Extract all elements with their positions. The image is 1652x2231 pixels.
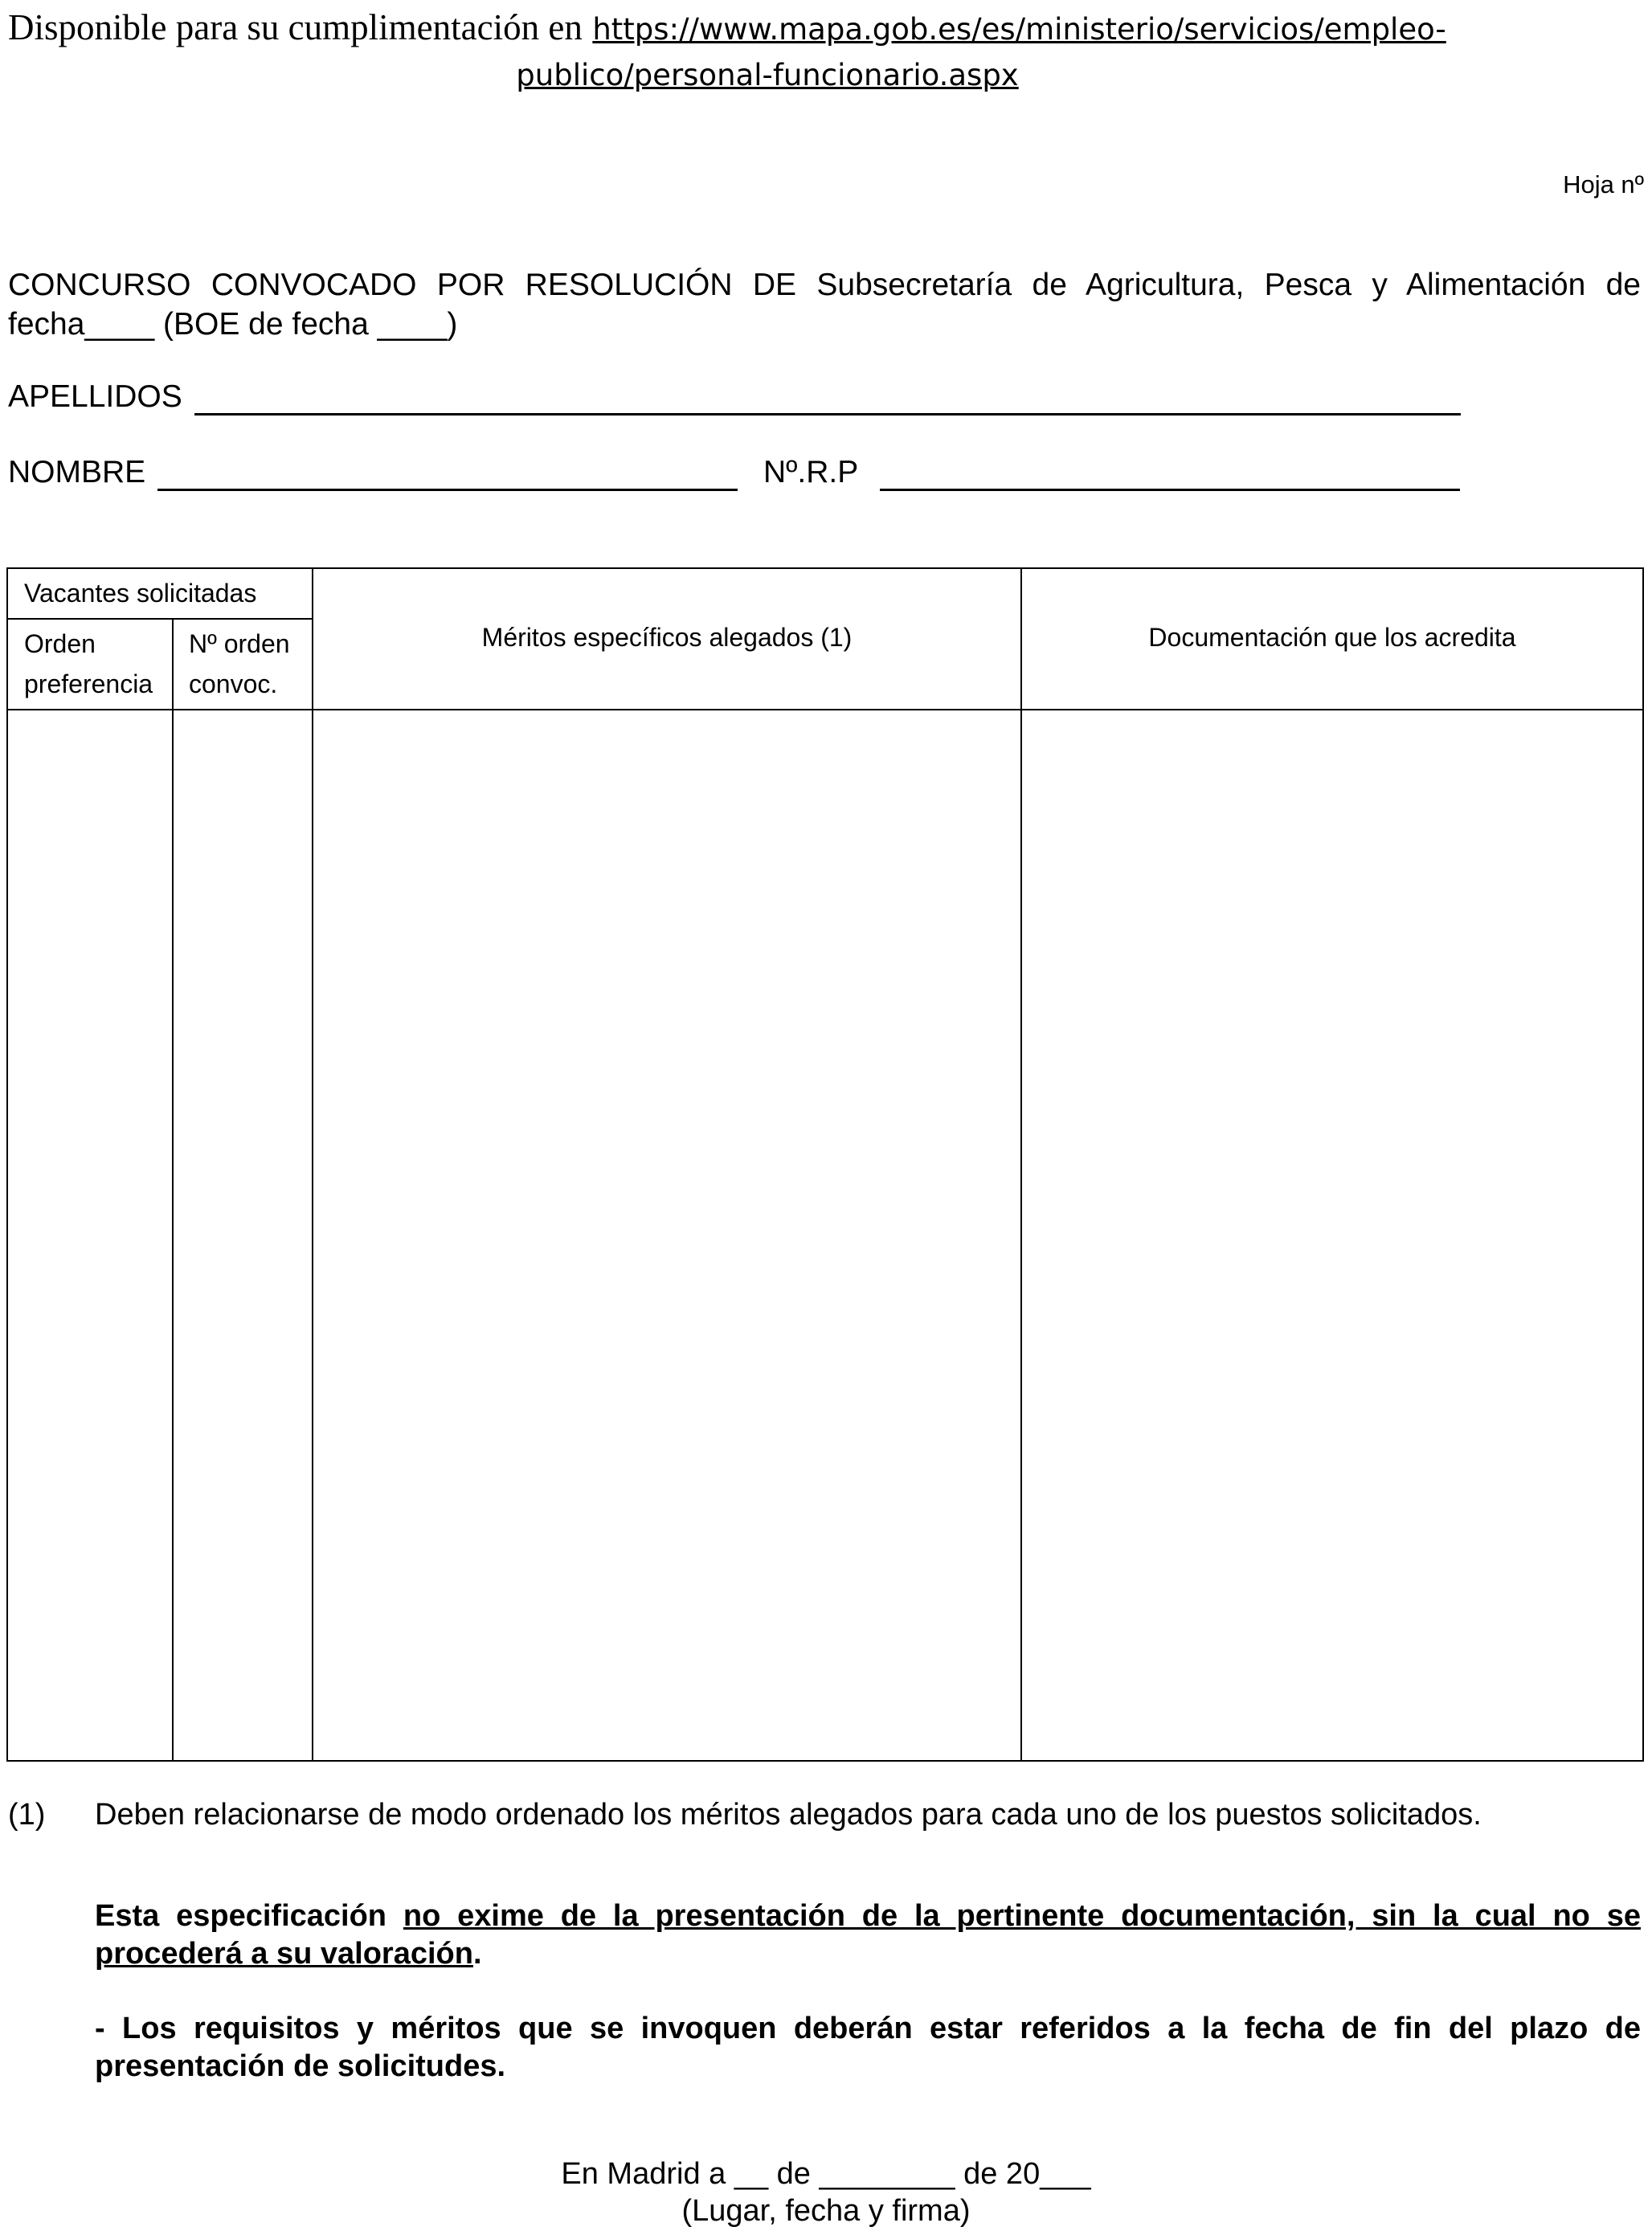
apellidos-field[interactable] xyxy=(194,413,1461,415)
body-cell-orden[interactable] xyxy=(8,710,172,1760)
availability-text: Disponible para su cumplimentación en xyxy=(8,7,583,47)
form-url-link-continued[interactable]: publico/personal-funcionario.aspx xyxy=(516,58,1019,92)
nrp-field[interactable] xyxy=(880,489,1460,491)
nrp-label: Nº.R.P xyxy=(763,455,859,489)
nombre-label: NOMBRE xyxy=(8,455,146,489)
form-url-link[interactable]: https://www.mapa.gob.es/es/ministerio/servicios/empleo- xyxy=(592,12,1446,47)
col-orden-header xyxy=(24,624,153,704)
nombre-field[interactable] xyxy=(157,489,738,491)
col-orden-line1: Orden xyxy=(24,629,96,658)
sheet-number-label: Hoja nº xyxy=(1563,170,1644,199)
col-orden-line2: preferencia xyxy=(24,669,153,698)
table-border-right xyxy=(1642,567,1644,1762)
body-cell-meritos[interactable] xyxy=(313,710,1020,1760)
notice-lead: Esta especificación xyxy=(95,1899,403,1933)
notice-underlined: no exime de la presentación de la pertinente documentación, sin la cual no se procederá a su valoración xyxy=(95,1899,1641,1971)
table-border-bottom xyxy=(6,1760,1644,1762)
signature-caption: (Lugar, fecha y firma) xyxy=(681,2194,971,2228)
col-documentacion-header: Documentación que los acredita xyxy=(1148,623,1516,652)
body-cell-documentacion[interactable] xyxy=(1022,710,1642,1760)
footnote-text: Deben relacionarse de modo ordenado los méritos alegados para cada uno de los puestos solicitados. xyxy=(95,1798,1482,1832)
body-cell-num-orden[interactable] xyxy=(174,710,312,1760)
col-num-orden-header xyxy=(189,624,290,704)
availability-line xyxy=(8,6,1446,48)
convocatoria-text: CONCURSO CONVOCADO POR RESOLUCIÓN DE Subsecretaría de Agricultura, Pesca y Alimentación de fecha____ (BOE de fecha ____) xyxy=(8,268,1641,342)
vacantes-subdivider xyxy=(6,618,313,620)
apellidos-label: APELLIDOS xyxy=(8,379,182,414)
vacantes-header: Vacantes solicitadas xyxy=(24,579,257,608)
col-meritos-header: Méritos específicos alegados (1) xyxy=(481,623,853,652)
notice-end: . xyxy=(472,1937,482,1971)
requirements-notice: - Los requisitos y méritos que se invoquen deberán estar referidos a la fecha de fin del plazo de presentación de solicitudes. xyxy=(95,2012,1641,2083)
col-num-orden-line2: convoc. xyxy=(189,669,278,698)
documentation-notice xyxy=(95,1897,1641,1973)
table-border-top xyxy=(6,567,1644,569)
footnote-number: (1) xyxy=(8,1798,46,1832)
signature-date-line[interactable]: En Madrid a __ de ________ de 20___ xyxy=(561,2157,1091,2191)
col-num-orden-line1: Nº orden xyxy=(189,629,290,658)
